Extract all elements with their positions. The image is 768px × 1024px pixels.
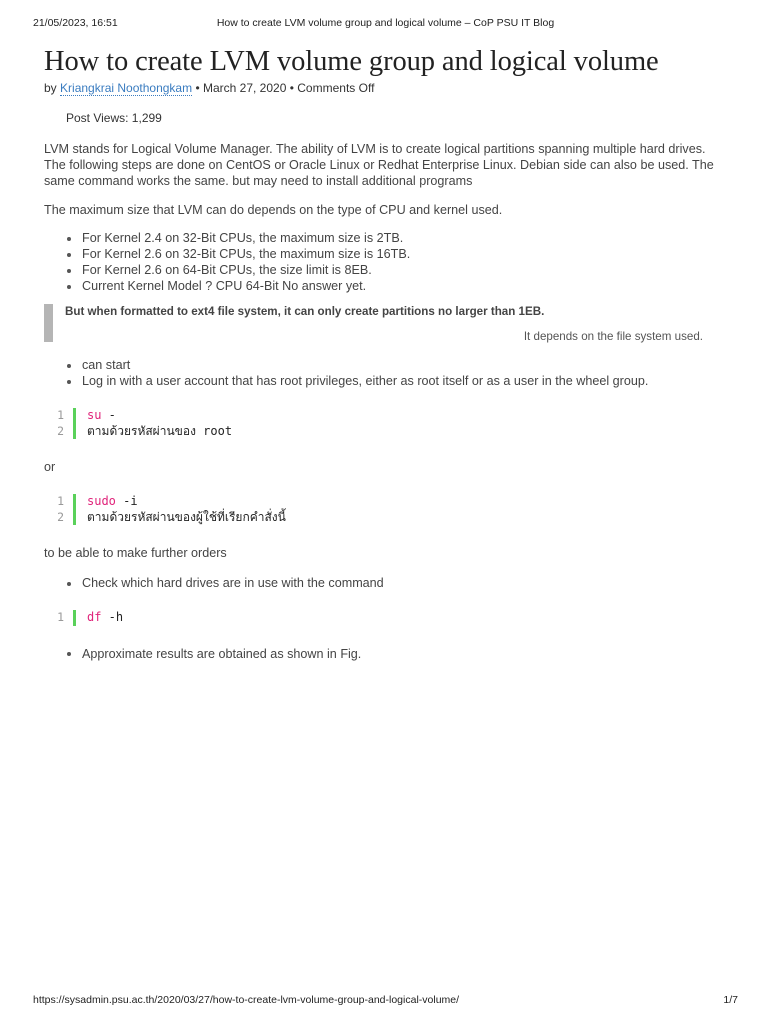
line-number: 1 [57, 494, 64, 508]
line-number: 2 [57, 509, 64, 524]
article [44, 44, 714, 662]
list-item: Current Kernel Model ? CPU 64-Bit No answer yet. [44, 278, 714, 294]
print-url: https://sysadmin.psu.ac.th/2020/03/27/how-to-create-lvm-volume-group-and-logical-volume/ [33, 994, 460, 1006]
further-paragraph: to be able to make further orders [44, 546, 227, 560]
check-list [44, 575, 714, 591]
page-number: 1/7 [723, 994, 738, 1006]
intro-paragraph: LVM stands for Logical Volume Manager. The ability of LVM is to create logical partitions spanning multiple hard drives. The following steps are done on CentOS or Oracle Linux or Redhat Enterprise Linux. Debian side can also be used. The same command works the same. but may need to install additional programs [44, 142, 714, 188]
list-item: Check which hard drives are in use with the command [44, 575, 714, 591]
code-block-sudo [44, 494, 714, 525]
list-item: For Kernel 2.6 on 32-Bit CPUs, the maximum size is 16TB. [44, 246, 714, 262]
code-text: -h [101, 610, 124, 624]
code-line [44, 610, 714, 626]
code-keyword: sudo [87, 494, 116, 508]
code-keyword: su [87, 408, 102, 422]
post-views: Post Views: 1,299 [66, 111, 162, 125]
kernel-list [44, 230, 714, 294]
code-keyword: df [87, 610, 102, 624]
code-text: - [101, 408, 116, 422]
list-item: For Kernel 2.4 on 32-Bit CPUs, the maximum size is 2TB. [44, 230, 714, 246]
quote-text: But when formatted to ext4 file system, it can only create partitions no larger than 1EB. [65, 305, 545, 318]
result-list [44, 646, 714, 662]
code-line [44, 494, 714, 510]
list-item: Log in with a user account that has root privileges, either as root itself or as a user in the wheel group. [44, 373, 714, 389]
code-text: -i [115, 494, 138, 508]
code-text: ตามด้วยรหัสผ่านของผู้ใช้ที่เรียกคำสั่งนี้ [87, 509, 286, 524]
page-title: How to create LVM volume group and logical volume [44, 46, 659, 77]
max-size-paragraph: The maximum size that LVM can do depends on the type of CPU and kernel used. [44, 203, 503, 217]
code-text: ตามด้วยรหัสผ่านของ root [87, 423, 233, 438]
comments-status: Comments Off [297, 81, 375, 95]
list-item: can start [44, 357, 714, 373]
code-block-su [44, 408, 714, 439]
author-link[interactable]: Kriangkrai Noothongkam [60, 81, 193, 95]
blockquote [44, 304, 714, 342]
line-number: 1 [57, 610, 64, 624]
line-number: 2 [57, 423, 64, 438]
list-item: Approximate results are obtained as shown in Fig. [44, 646, 714, 662]
start-list [44, 357, 714, 389]
post-meta [44, 80, 714, 96]
list-item: For Kernel 2.6 on 64-Bit CPUs, the size limit is 8EB. [44, 262, 714, 278]
by-label: by [44, 81, 57, 95]
print-doc-title: How to create LVM volume group and logical volume – CoP PSU IT Blog [216, 17, 555, 29]
code-line [44, 510, 714, 526]
quote-cite: It depends on the file system used. [523, 330, 703, 343]
code-line [44, 408, 714, 424]
or-text: or [44, 460, 56, 474]
post-date: • March 27, 2020 • [195, 81, 294, 95]
code-line [44, 424, 714, 440]
line-number: 1 [57, 408, 64, 422]
code-block-df [44, 610, 714, 626]
print-date: 21/05/2023, 16:51 [33, 17, 118, 29]
